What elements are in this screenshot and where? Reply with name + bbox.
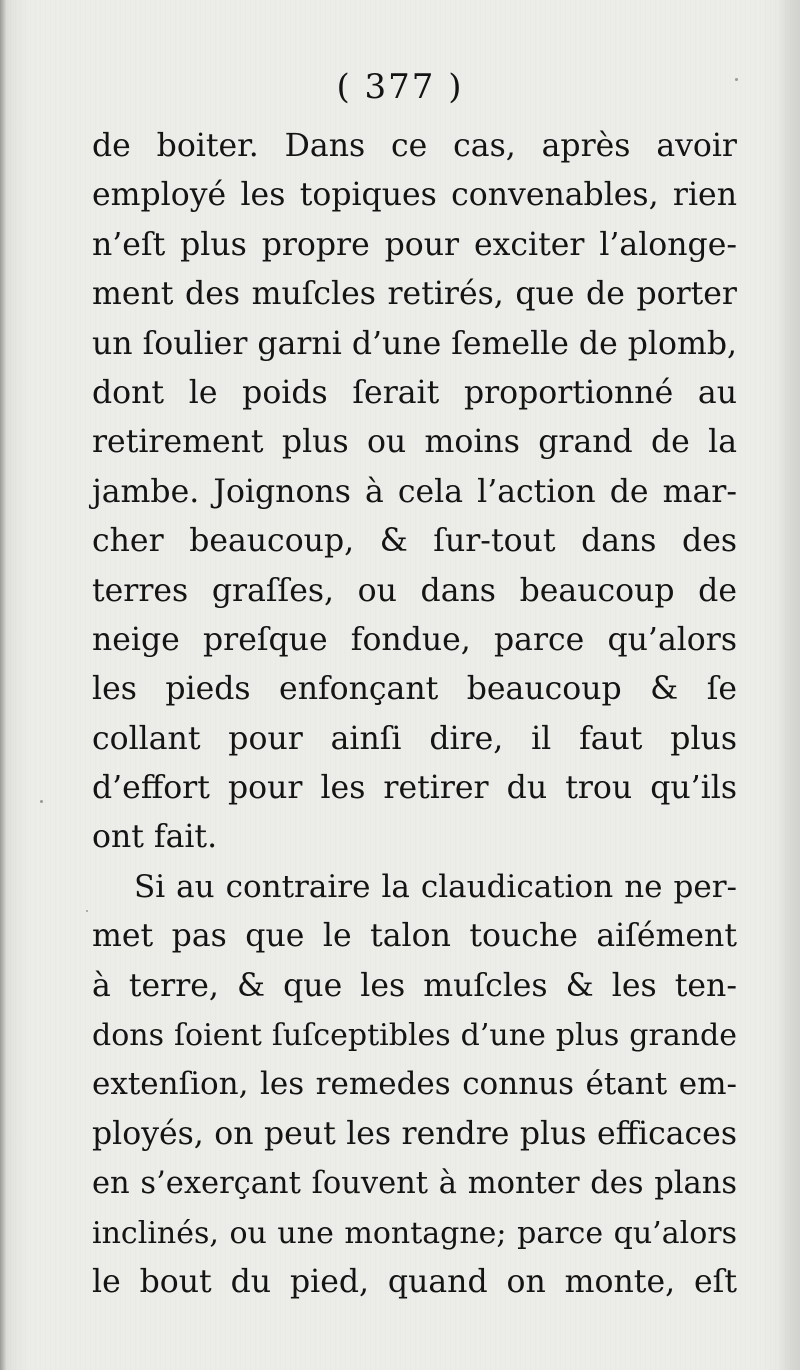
- page-edge-shadow: [778, 0, 800, 1370]
- text-line: dont le poids ſerait proportionné au: [92, 374, 737, 411]
- text-line: collant pour ainſi dire, il faut plus: [92, 720, 737, 757]
- text-line: en s’exerçant ſouvent à monter des plans: [92, 1166, 737, 1202]
- text-line: employé les topiques convenables, rien: [92, 177, 737, 214]
- text-line: les pieds enfonçant beaucoup & ſe: [92, 671, 737, 708]
- page-number: ( 377 ): [336, 67, 464, 107]
- text-line: retirement plus ou moins grand de la: [92, 424, 737, 461]
- text-line: terres graſſes, ou dans beaucoup de: [92, 572, 737, 609]
- ink-speck: [86, 910, 88, 912]
- text-line: cher beaucoup, & ſur-tout dans des: [92, 523, 737, 560]
- text-line: un ſoulier garni d’une ſemelle de plomb,: [92, 325, 737, 362]
- text-line: de boiter. Dans ce cas, après avoir: [92, 128, 737, 164]
- text-line: met pas que le talon touche aiſément: [92, 918, 737, 955]
- paragraph-start-line: Si au contraire la claudication ne per-: [134, 868, 737, 905]
- ink-speck: [40, 800, 43, 803]
- text-line: à terre, & que les muſcles & les ten-: [92, 967, 737, 1004]
- text-line: d’effort pour les retirer du trou qu’ils: [92, 770, 737, 807]
- text-line: ment des muſcles retirés, que de porter: [92, 276, 737, 313]
- body-text: [92, 122, 737, 1307]
- text-line: ployés, on peut les rendre plus efficaces: [92, 1115, 737, 1152]
- text-line: neige preſque fondue, parce qu’alors: [92, 621, 737, 658]
- text-line: extenſion, les remedes connus étant em-: [92, 1066, 737, 1103]
- text-line: inclinés, ou une montagne; parce qu’alors: [92, 1215, 737, 1251]
- ink-speck: [735, 78, 738, 81]
- text-line: jambe. Joignons à cela l’action de mar-: [92, 473, 737, 510]
- text-line: dons ſoient ſuſceptibles d’une plus grande: [92, 1018, 737, 1054]
- text-line: n’eſt plus propre pour exciter l’alonge-: [92, 226, 737, 263]
- paragraph-end-line: ont fait.: [92, 819, 218, 856]
- text-line: le bout du pied, quand on monte, eſt: [92, 1263, 737, 1300]
- page-binding-shadow: [0, 0, 6, 1370]
